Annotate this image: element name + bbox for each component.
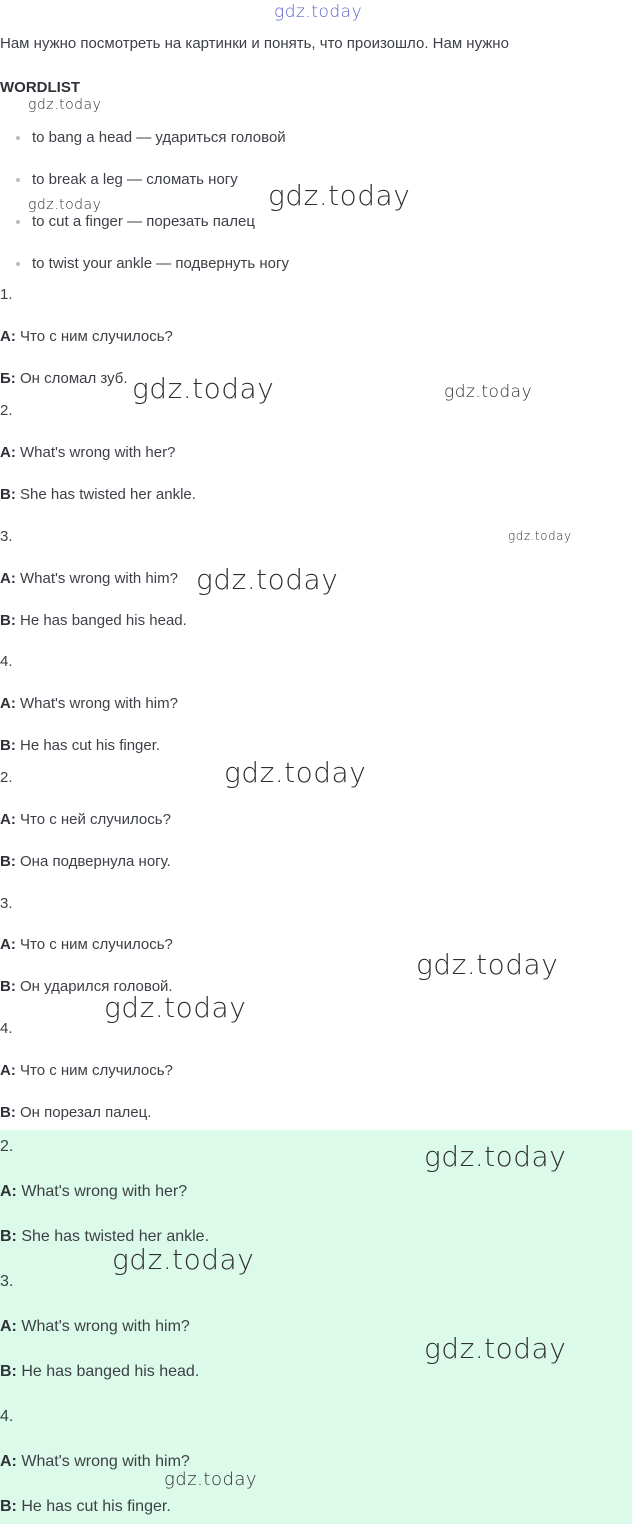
item-number: 2.: [0, 1138, 14, 1155]
item-number: 3.: [0, 1273, 14, 1290]
watermark: gdz.today: [274, 2, 363, 22]
watermark: gdz.today: [268, 179, 411, 212]
item-number: 3.: [0, 895, 13, 912]
watermark: gdz.today: [196, 563, 339, 596]
bullet-icon: [16, 262, 20, 266]
item-number: 2.: [0, 402, 13, 419]
bullet-icon: [16, 220, 20, 224]
answer-line: B: She has twisted her ankle.: [0, 1228, 210, 1245]
bullet-icon: [16, 136, 20, 140]
wordlist-item: to cut a finger — порезать палец: [16, 212, 255, 232]
question-line: A: What's wrong with him?: [0, 1453, 190, 1470]
wordlist-item: to break a leg — сломать ногу: [16, 170, 238, 190]
watermark: gdz.today: [424, 1332, 567, 1365]
answer-line: Б: Он сломал зуб.: [0, 370, 128, 387]
question-line: A: Что с ней случилось?: [0, 811, 171, 828]
answer-line: B: He has cut his finger.: [0, 1498, 171, 1515]
watermark: gdz.today: [132, 372, 275, 405]
question-line: A: What's wrong with him?: [0, 695, 178, 712]
watermark: gdz.today: [508, 529, 572, 543]
answer-line: B: Она подвернула ногу.: [0, 853, 171, 870]
watermark: gdz.today: [424, 1140, 567, 1173]
item-number: 4.: [0, 653, 13, 670]
answer-line: B: Он порезал палец.: [0, 1104, 152, 1121]
answer-line: B: She has twisted her ankle.: [0, 486, 196, 503]
question-line: A: Что с ним случилось?: [0, 328, 173, 345]
watermark: gdz.today: [444, 382, 533, 402]
question-line: A: Что с ним случилось?: [0, 1062, 173, 1079]
answer-line: B: He has banged his head.: [0, 612, 187, 629]
wordlist-item: to twist your ankle — подвернуть ногу: [16, 254, 289, 274]
watermark: gdz.today: [28, 197, 102, 213]
watermark: gdz.today: [112, 1243, 255, 1276]
watermark: gdz.today: [164, 1469, 258, 1490]
answer-line: B: He has cut his finger.: [0, 737, 161, 754]
watermark: gdz.today: [28, 97, 102, 113]
watermark: gdz.today: [104, 991, 247, 1024]
question-line: A: What's wrong with him?: [0, 1318, 190, 1335]
watermark: gdz.today: [416, 948, 559, 981]
question-line: A: What's wrong with her?: [0, 1183, 188, 1200]
question-line: A: Что с ним случилось?: [0, 936, 173, 953]
item-number: 1.: [0, 286, 13, 303]
watermark: gdz.today: [224, 756, 367, 789]
answer-line: B: He has banged his head.: [0, 1363, 200, 1380]
intro-text: Нам нужно посмотреть на картинки и понять, что произошло. Нам нужно: [0, 35, 509, 52]
item-number: 4.: [0, 1408, 14, 1425]
item-number: 3.: [0, 528, 13, 545]
item-number: 4.: [0, 1020, 13, 1037]
question-line: A: What's wrong with her?: [0, 444, 176, 461]
question-line: A: What's wrong with him?: [0, 570, 178, 587]
item-number: 2.: [0, 769, 13, 786]
answer-line: B: Он ударился головой.: [0, 978, 173, 995]
bullet-icon: [16, 178, 20, 182]
wordlist-title: WORDLIST: [0, 79, 80, 96]
wordlist-item: to bang a head — удариться головой: [16, 128, 286, 148]
